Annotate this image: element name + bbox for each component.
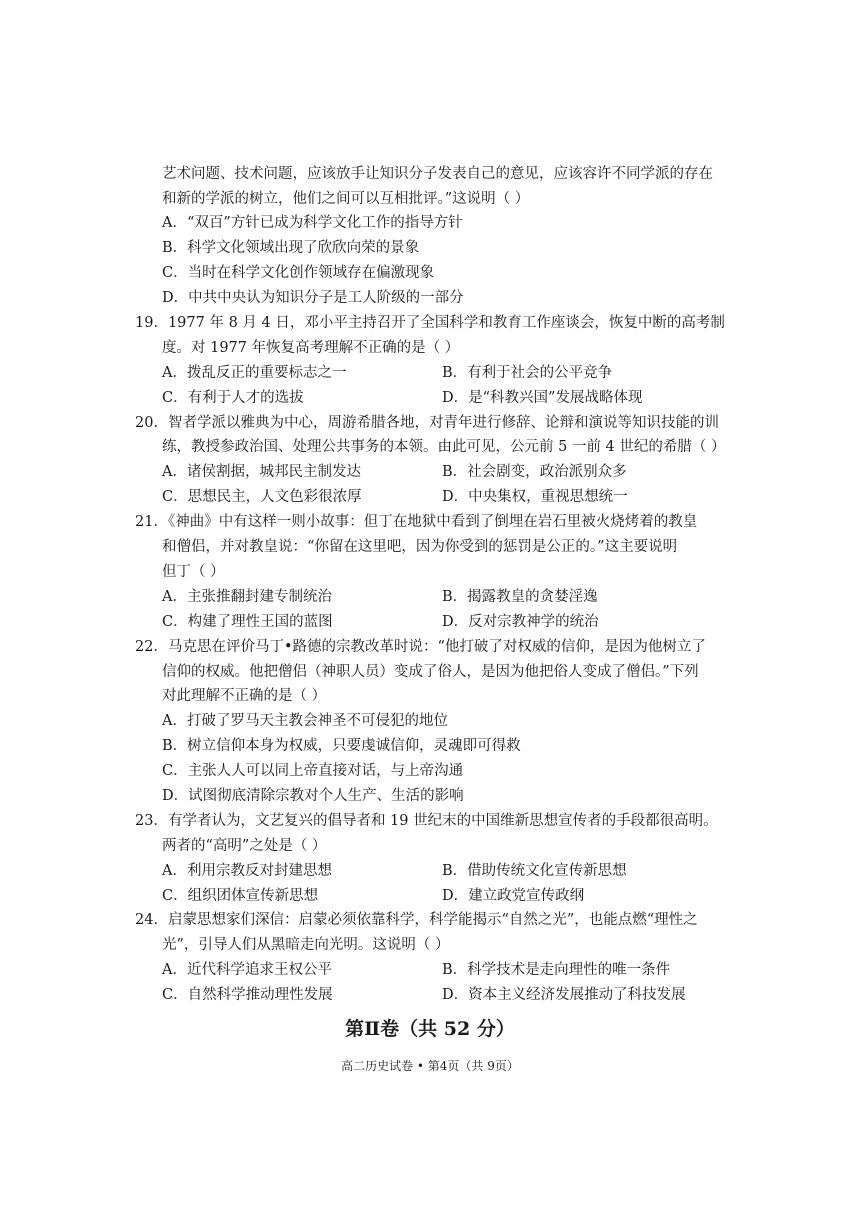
text-line: B．借助传统文化宣传新思想: [442, 863, 627, 879]
text-line: C．自然科学推动理性发展: [162, 987, 333, 1003]
text-line: 20．智者学派以雅典为中心，周游希腊各地，对青年进行修辞、论辩和演说等知识技能的训: [135, 415, 719, 431]
text-line: 信仰的权威。他把僧侣（神职人员）变成了俗人，是因为他把俗人变成了僧侣。”下列: [162, 664, 699, 680]
text-line: C．构建了理性王国的蓝图: [162, 614, 333, 630]
text-line: D．是“科教兴国”发展战略体现: [442, 390, 643, 406]
text-line: D．建立政党宣传政纲: [442, 888, 585, 904]
text-line: A．诸侯割据，城邦民主制发达: [162, 464, 361, 480]
text-line: 但丁（ ）: [162, 564, 225, 580]
text-line: 两者的“高明”之处是（ ）: [162, 838, 327, 854]
text-line: C．有利于人才的选拔: [162, 390, 304, 406]
text-line: D．中央集权，重视思想统一: [442, 489, 628, 505]
text-line: 和新的学派的树立，他们之间可以互相批评。”这说明（ ）: [162, 191, 530, 207]
text-line: A．利用宗教反对封建思想: [162, 863, 332, 879]
text-line: B．社会剧变，政治派别众多: [442, 464, 627, 480]
text-line: A．主张推翻封建专制统治: [162, 589, 332, 605]
text-line: 22．马克思在评价马丁•路德的宗教改革时说：“他打破了对权威的信仰，是因为他树立了: [135, 639, 706, 655]
text-line: C．主张人人可以同上帝直接对话，与上帝沟通: [162, 763, 464, 779]
text-line: D．反对宗教神学的统治: [442, 614, 599, 630]
text-line: A．近代科学追求王权公平: [162, 962, 332, 978]
text-line: C．组织团体宣传新思想: [162, 888, 319, 904]
text-line: B．科学文化领域出现了欣欣向荣的景象: [162, 240, 420, 256]
text-line: A．“双百”方针已成为科学文化工作的指导方针: [162, 215, 463, 231]
text-line: D．中共中央认为知识分子是工人阶级的一部分: [162, 290, 464, 306]
text-line: 24．启蒙思想家们深信：启蒙必须依靠科学，科学能揭示“自然之光”，也能点燃“理性之: [135, 912, 698, 928]
text-line: 21．《神曲》中有这样一则小故事：但丁在地狱中看到了倒埋在岩石里被火烧烤着的教皇: [135, 514, 698, 530]
text-line: B．有利于社会的公平竞争: [442, 365, 613, 381]
text-line: C．当时在科学文化创作领域存在偏激现象: [162, 265, 435, 281]
text-line: 19．1977 年 8 月 4 日，邓小平主持召开了全国科学和教育工作座谈会，恢复中断的高考制: [135, 315, 725, 331]
text-line: 度。对 1977 年恢复高考理解不正确的是（ ）: [162, 340, 460, 356]
text-line: A．拨乱反正的重要标志之一: [162, 365, 347, 381]
text-line: 对此理解不正确的是（ ）: [162, 688, 327, 704]
text-line: D．试图彻底清除宗教对个人生产、生活的影响: [162, 788, 464, 804]
text-line: B．树立信仰本身为权威，只要虔诚信仰，灵魂即可得救: [162, 738, 521, 754]
text-line: 和僧侣，并对教皇说：“你留在这里吧，因为你受到的惩罚是公正的。”这主要说明: [162, 539, 678, 555]
text-line: 光”，引导人们从黑暗走向光明。这说明（ ）: [162, 937, 450, 953]
text-line: 艺术问题、技术问题，应该放手让知识分子发表自己的意见，应该容许不同学派的存在: [162, 166, 713, 182]
text-line: A．打破了罗马天主教会神圣不可侵犯的地位: [162, 713, 448, 729]
text-line: B．揭露教皇的贪婪淫逸: [442, 589, 598, 605]
text-line: 练，教授参政治国、处理公共事务的本领。由此可见，公元前 5 一前 4 世纪的希腊（ ）: [162, 439, 726, 455]
section-title: 第Ⅱ卷（共 52 分）: [345, 1018, 515, 1040]
text-line: B．科学技术是走向理性的唯一条件: [442, 962, 671, 978]
text-line: 23．有学者认为，文艺复兴的倡导者和 19 世纪末的中国维新思想宣传者的手段都很高明。: [135, 813, 718, 829]
text-line: C．思想民主，人文色彩很浓厚: [162, 489, 362, 505]
page-footer: 高二历史试卷 • 第4页（共 9页）: [341, 1059, 519, 1073]
text-line: D．资本主义经济发展推动了科技发展: [442, 987, 686, 1003]
